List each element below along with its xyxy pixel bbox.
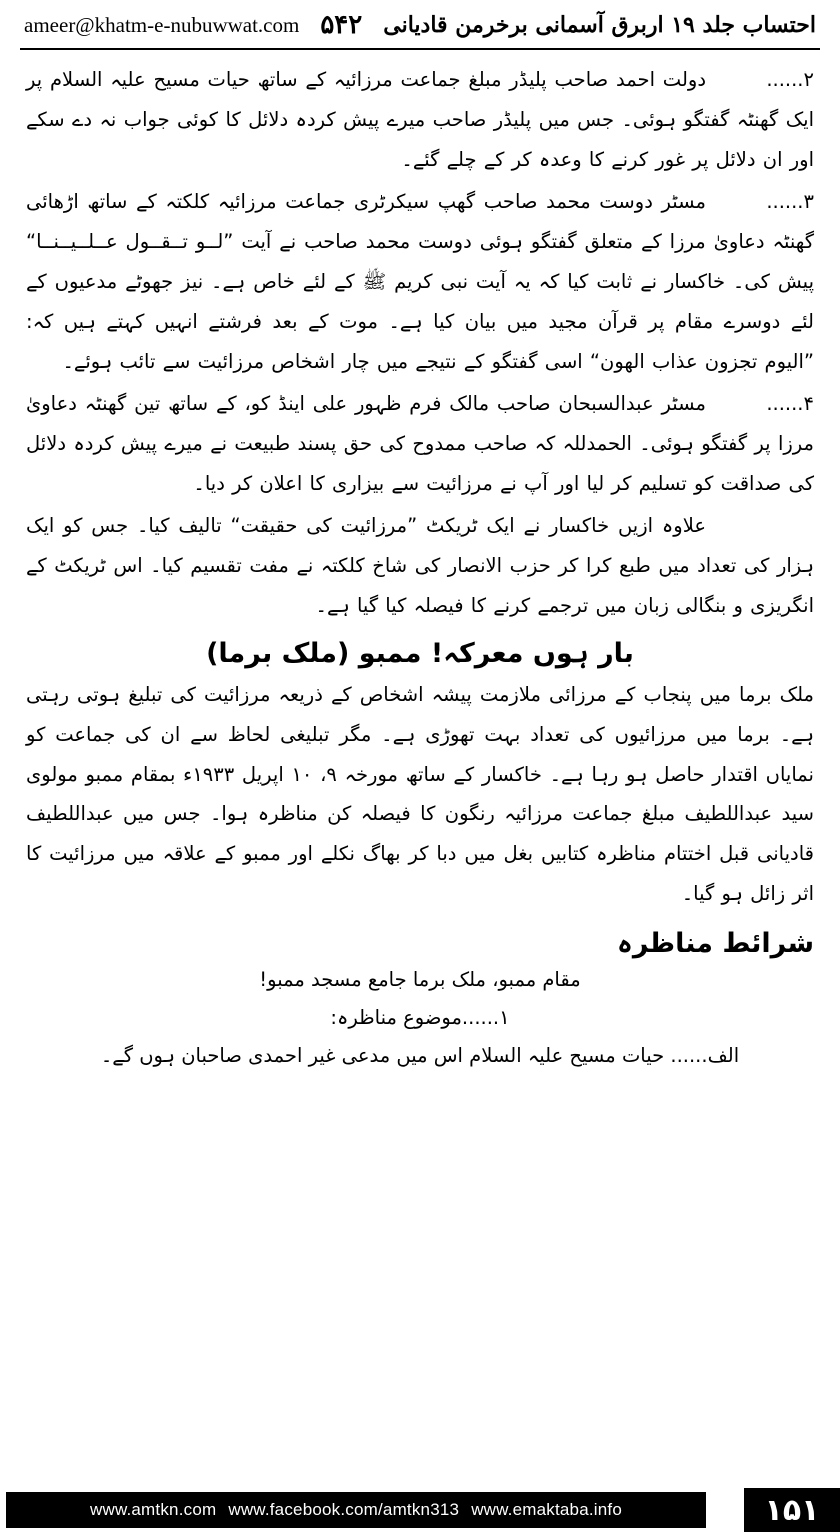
- paragraph-text: مسٹر عبدالسبحان صاحب مالک فرم ظہور علی اینڈ کو، کے ساتھ تین گھنٹہ دعاویٰ مرزا پر گفتگو ہوئی۔ الحمدللہ کہ صاحب ممدوح کی حق پسند طبیعت نے میرے پیش کردہ دلائل کی صداقت کو تسلیم کر لیا اور آپ نے مرزائیت سے بیزاری کا اعلان کر دیا۔: [26, 391, 814, 495]
- footer-link-amtkn[interactable]: www.amtkn.com: [89, 1500, 217, 1519]
- paragraph-text: دولت احمد صاحب پلیڈر مبلغ جماعت مرزائیہ کے ساتھ حیات مسیح علیہ السلام پر ایک گھنٹہ گفتگو ہوئی۔ جس میں پلیڈر صاحب میرے پیش کردہ دلائل کا کوئی جواب نہ دے سکے اور ان دلائل پر غور کرنے کا وعدہ کر کے چلے گئے۔: [26, 68, 814, 171]
- terms-line-3: الف...... حیات مسیح علیہ السلام اس میں مدعی غیر احمدی صاحبان ہوں گے۔: [100, 1044, 740, 1068]
- paragraph-text: مسٹر دوست محمد صاحب گھپ سیکرٹری جماعت مرزائیہ کلکتہ کے ساتھ اڑھائی گھنٹہ دعاویٰ مرزا کے متعلق گفتگو ہوئی دوست محمد صاحب نے آیت ”لــو تــقــول عــلــیــنــا“ پیش کی۔ خاکسار نے ثابت کیا کہ یہ آیت نبی کریم ﷺ کے لئے خاص ہے۔ نیز جھوٹے مدعیوں کے لئے دوسرے مقام پر قرآن مجید میں بیان کیا ہے۔ موت کے بعد فرشتے انہیں کہتے ہیں کہ: ”الیوم تجزون عذاب الھون“ اسی گفتگو کے نتیجے میں چار اشخاص مرزائیت سے تائب ہوئے۔: [26, 189, 814, 373]
- page-footer: [0, 1482, 840, 1540]
- list-marker: ۴......: [766, 391, 814, 415]
- header-email: ameer@khatm-e-nubuwwat.com: [24, 12, 300, 37]
- footer-links-bar: [6, 1492, 706, 1528]
- section-heading-burma: بار ہوں معرکہ! ممبو (ملک برما): [206, 637, 634, 669]
- list-marker: ۳......: [766, 189, 814, 213]
- header-page-number-urdu: ۵۴۲: [320, 10, 363, 40]
- footer-link-emaktaba[interactable]: www.emaktaba.info: [471, 1500, 622, 1519]
- paragraph-item-5: [26, 506, 814, 626]
- section-heading-terms: شرائط مناظرہ: [617, 928, 814, 960]
- paragraph-item-4: [26, 384, 814, 504]
- footer-page-number: ۱۵۱: [744, 1488, 840, 1532]
- page-content: [0, 50, 840, 1075]
- list-marker: ۲......: [766, 68, 814, 91]
- paragraph-item-2: [26, 60, 814, 180]
- footer-link-facebook[interactable]: www.facebook.com/amtkn313: [228, 1500, 460, 1519]
- paragraph-item-3: [26, 182, 814, 382]
- terms-line-1: مقام ممبو، ملک برما جامع مسجد ممبو!: [259, 968, 581, 992]
- paragraph-text: علاوہ ازیں خاکسار نے ایک ٹریکٹ ”مرزائیت کی حقیقت“ تالیف کیا۔ جس کو ایک ہزار کی تعداد میں طبع کرا کر حزب الانصار کی شاخ کلکتہ نے مفت تقسیم کیا۔ اس ٹریکٹ کے انگریزی و بنگالی زبان میں ترجمے کرنے کا فیصلہ کیا گیا ہے۔: [26, 513, 814, 617]
- header-book-title: احتساب جلد ۱۹ اربرق آسمانی برخرمن قادیانی: [383, 12, 816, 38]
- page-header: [0, 0, 840, 44]
- terms-line-2: ۱......موضوع مناظرہ:: [330, 1006, 510, 1030]
- paragraph-burma-body: ملک برما میں پنجاب کے مرزائی ملازمت پیشہ اشخاص کے ذریعہ مرزائیت کی تبلیغ ہوتی رہتی ہے۔ برما میں مرزائیوں کی تعداد بہت تھوڑی ہے۔ مگر تبلیغی لحاظ سے ان کی جماعت کو نمایاں اقتدار حاصل ہو رہا ہے۔ خاکسار کے ساتھ مورخہ ۹، ۱۰ اپریل ۱۹۳۳ء بمقام ممبو مولوی سید عبداللطیف مبلغ جماعت مرزائیہ رنگون کا فیصلہ کن مناظرہ ہوا۔ جس میں عبداللطیف قادیانی قبل اختتام مناظرہ کتابیں بغل میں دبا کر بھاگ نکلے اور ممبو کے علاقہ میں مرزائیت کا اثر زائل ہو گیا۔: [26, 682, 814, 906]
